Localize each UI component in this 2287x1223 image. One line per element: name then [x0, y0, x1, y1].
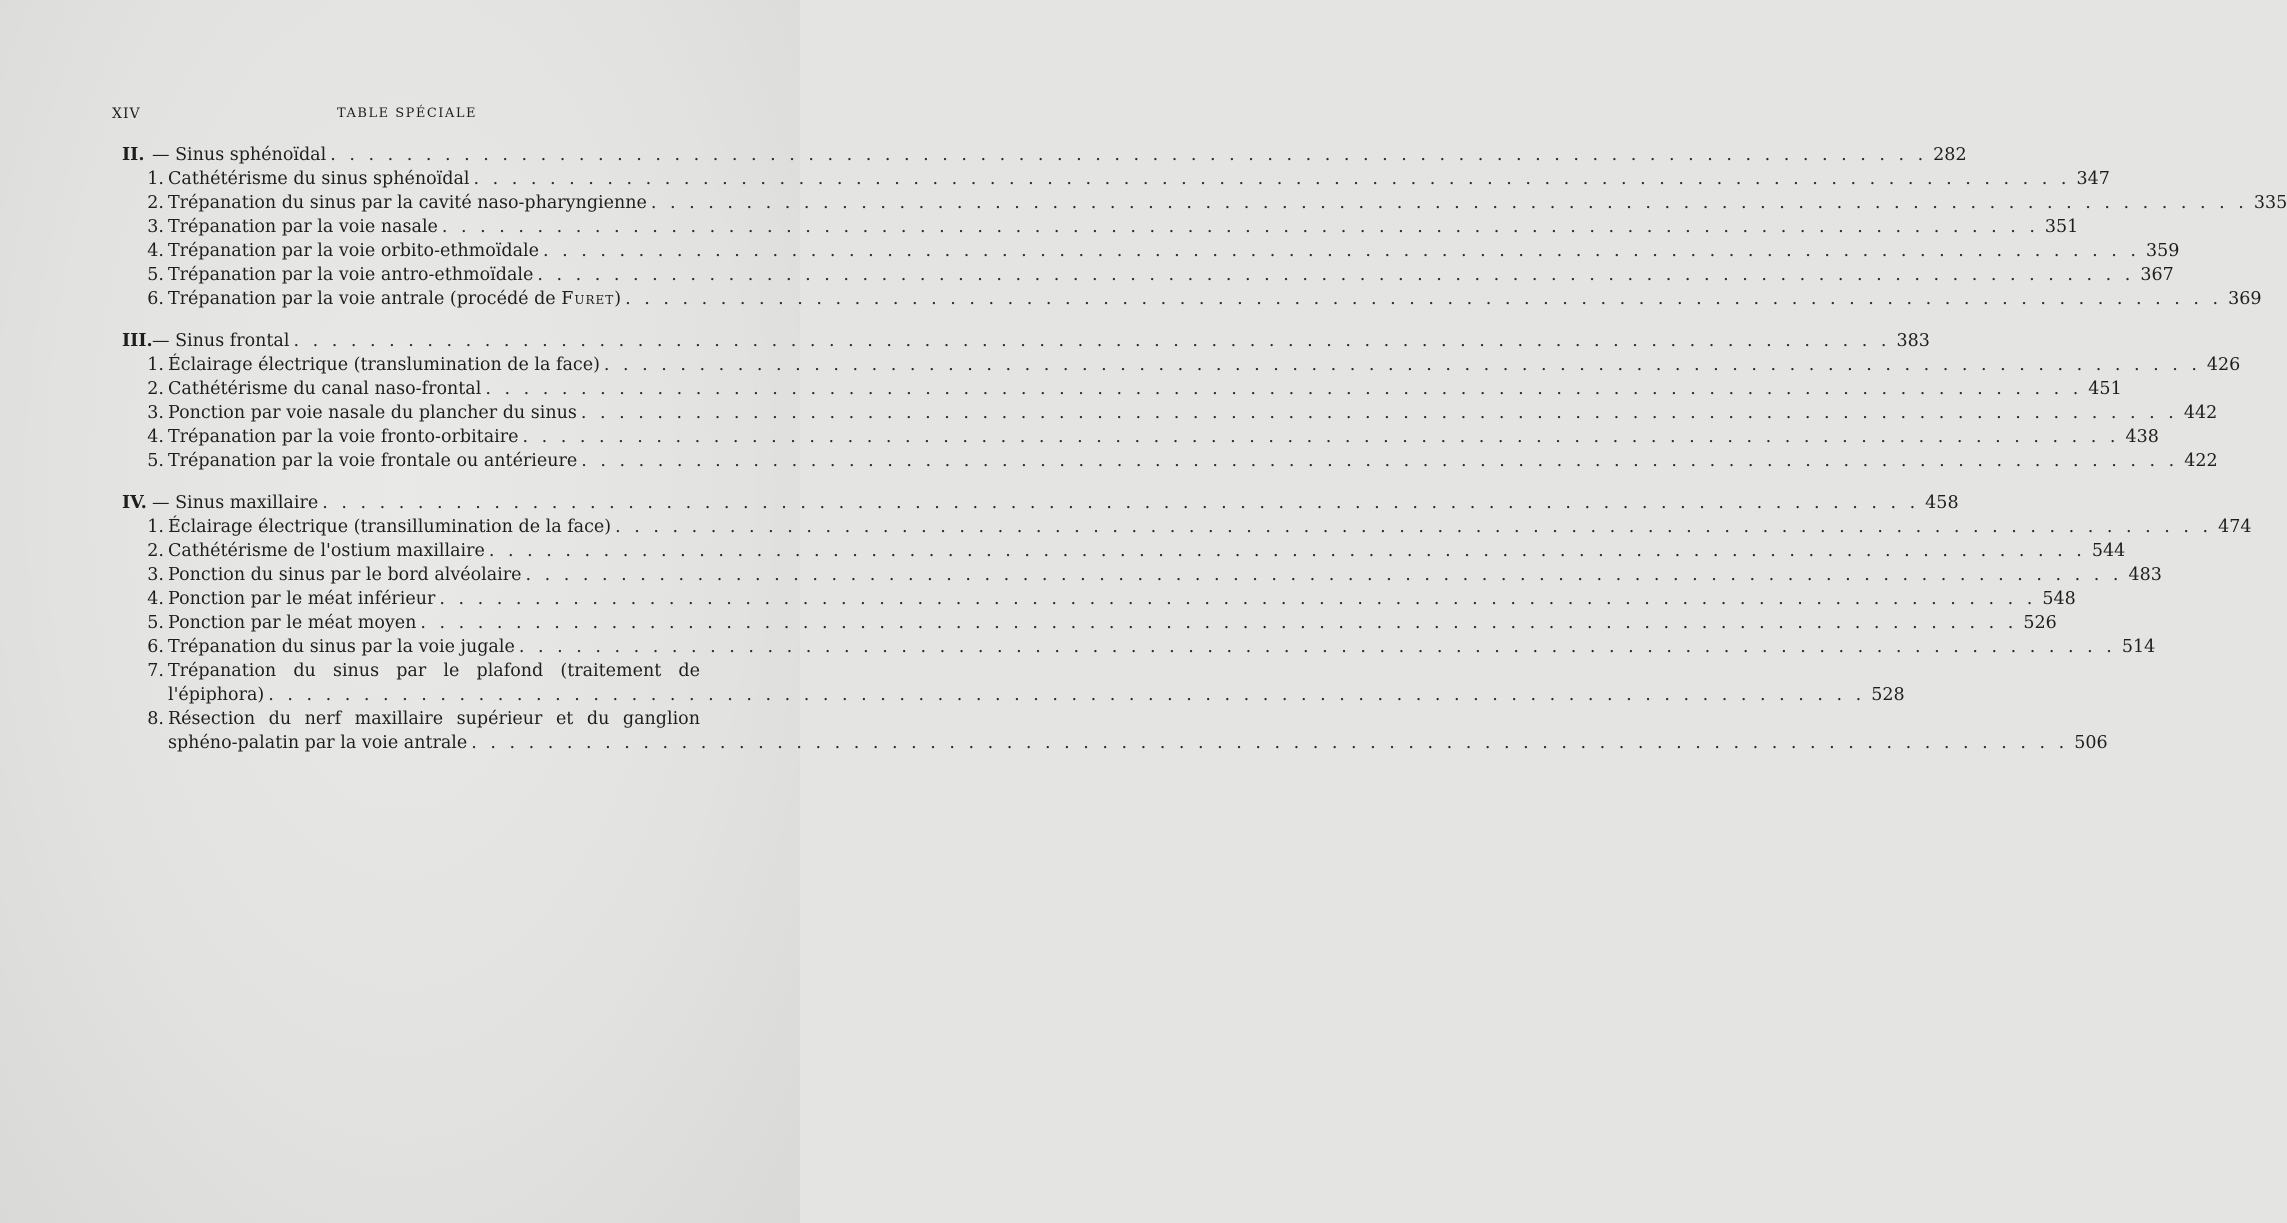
entry-number: 7. — [147, 661, 164, 681]
running-title: TABLE SPÉCIALE — [337, 106, 477, 121]
toc-entry — [122, 263, 2174, 287]
entry-label: Trépanation par la voie antro-ethmoïdale — [168, 265, 534, 285]
entry-number: 6. — [147, 289, 164, 309]
leader-dots — [318, 491, 1925, 515]
section-numeral: III. — [122, 331, 153, 351]
toc-entry — [122, 635, 2156, 659]
entry-number: 1. — [147, 169, 164, 189]
section-page: 458 — [1925, 493, 1959, 513]
entry-page: 514 — [2121, 637, 2156, 657]
entry-label: Trépanation par la voie fronto-orbitaire — [168, 427, 519, 447]
entry-page: 422 — [2184, 451, 2218, 471]
entry-page: 451 — [2088, 379, 2122, 399]
leader-dots — [518, 425, 2125, 449]
entry-page: 442 — [2183, 403, 2218, 423]
entry-page: 351 — [2044, 217, 2079, 237]
entry-page: 438 — [2125, 427, 2159, 447]
section-heading — [122, 329, 1930, 353]
leader-dots — [326, 143, 1933, 167]
leader-dots — [467, 731, 2074, 755]
toc-entry — [122, 449, 2218, 473]
toc-entry — [122, 191, 2287, 215]
toc-entry-continuation — [122, 683, 1905, 707]
entry-label: Trépanation du sinus par le plafond (traitement de — [168, 661, 700, 681]
section-sinus-maxillaire — [122, 491, 2252, 755]
entry-label-text: Trépanation par la voie antrale (procédé de — [168, 289, 562, 309]
toc-entry — [122, 167, 2110, 191]
entry-number: 5. — [147, 265, 164, 285]
toc-entry — [122, 611, 2057, 635]
entry-page: 544 — [2091, 541, 2126, 561]
section-page: 282 — [1933, 145, 1967, 165]
entry-page: 483 — [2128, 565, 2162, 585]
entry-label — [168, 287, 621, 311]
entry-number: 8. — [147, 709, 164, 729]
entry-number: 2. — [147, 541, 164, 561]
leader-dots — [515, 635, 2122, 659]
leader-dots — [521, 563, 2128, 587]
section-sinus-sphenoidal — [122, 143, 2287, 311]
entry-label: Ponction par le méat moyen — [168, 613, 417, 633]
leader-dots — [481, 377, 2088, 401]
entry-label: Ponction du sinus par le bord alvéolaire — [168, 565, 522, 585]
entry-number: 2. — [147, 193, 164, 213]
author-name: Furet — [561, 289, 615, 309]
toc-entry — [122, 707, 700, 731]
toc-entry — [122, 239, 2180, 263]
section-heading — [122, 143, 1967, 167]
table-of-contents — [122, 143, 2287, 773]
entry-label: Trépanation par la voie frontale ou antérieure — [168, 451, 578, 471]
entry-label: Cathétérisme de l'ostium maxillaire — [168, 541, 485, 561]
entry-page: 548 — [2042, 589, 2076, 609]
entry-label: Cathétérisme du sinus sphénoïdal — [168, 169, 470, 189]
leader-dots — [647, 191, 2254, 215]
leader-dots — [438, 215, 2045, 239]
entry-page: 347 — [2076, 169, 2110, 189]
toc-entry — [122, 425, 2159, 449]
toc-entry-continuation — [122, 731, 2108, 755]
leader-dots — [485, 539, 2092, 563]
entry-number: 2. — [147, 379, 164, 399]
running-head — [112, 106, 702, 130]
entry-page: 369 — [2228, 289, 2262, 309]
entry-number: 3. — [147, 565, 164, 585]
leader-dots — [416, 611, 2023, 635]
toc-entry — [122, 563, 2162, 587]
entry-page: 474 — [2218, 517, 2252, 537]
entry-label-continuation: l'épiphora) — [168, 685, 265, 705]
toc-entry — [122, 587, 2076, 611]
leader-dots — [264, 683, 1871, 707]
entry-number: 3. — [147, 217, 164, 237]
leader-dots — [435, 587, 2042, 611]
toc-entry — [122, 539, 2126, 563]
entry-label: Cathétérisme du canal naso-frontal — [168, 379, 482, 399]
entry-page: 506 — [2074, 733, 2108, 753]
entry-label: Trépanation par la voie orbito-ethmoïdale — [168, 241, 539, 261]
leader-dots — [539, 239, 2146, 263]
entry-number: 3. — [147, 403, 164, 423]
entry-number: 1. — [147, 517, 164, 537]
section-heading — [122, 491, 1959, 515]
section-title: — Sinus maxillaire — [152, 493, 319, 513]
toc-entry — [122, 377, 2122, 401]
entry-label: Trépanation du sinus par la voie jugale — [168, 637, 515, 657]
entry-number: 5. — [147, 613, 164, 633]
leader-dots — [611, 515, 2218, 539]
entry-number: 4. — [147, 241, 164, 261]
leader-dots — [469, 167, 2076, 191]
entry-number: 6. — [147, 637, 164, 657]
page-number: XIV — [112, 106, 141, 122]
toc-entry — [122, 287, 2262, 311]
entry-label: Ponction par voie nasale du plancher du sinus — [168, 403, 577, 423]
entry-page: 526 — [2023, 613, 2057, 633]
toc-entry — [122, 401, 2218, 425]
entry-label: Trépanation par la voie nasale — [168, 217, 438, 237]
section-sinus-frontal — [122, 329, 2241, 473]
entry-label: Éclairage électrique (translumination de la face) — [168, 355, 600, 375]
entry-number: 4. — [147, 427, 164, 447]
entry-page: 528 — [1871, 685, 1905, 705]
toc-entry — [122, 515, 2252, 539]
entry-page: 367 — [2140, 265, 2174, 285]
leader-dots — [577, 449, 2184, 473]
entry-label-end: ) — [614, 289, 622, 309]
entry-label: Ponction par le méat inférieur — [168, 589, 436, 609]
entry-page: 426 — [2206, 355, 2241, 375]
section-page: 383 — [1896, 331, 1930, 351]
entry-number: 1. — [147, 355, 164, 375]
leader-dots — [577, 401, 2184, 425]
leader-dots — [600, 353, 2207, 377]
entry-label: Trépanation du sinus par la cavité naso-pharyngienne — [168, 193, 647, 213]
entry-page: 335 — [2253, 193, 2287, 213]
entry-number: 4. — [147, 589, 164, 609]
section-title: — Sinus sphénoïdal — [152, 145, 327, 165]
leader-dots — [289, 329, 1896, 353]
entry-label-continuation: sphéno-palatin par la voie antrale — [168, 733, 468, 753]
entry-page: 359 — [2145, 241, 2180, 261]
leader-dots — [621, 287, 2228, 311]
leader-dots — [533, 263, 2140, 287]
section-numeral: II. — [122, 145, 145, 165]
entry-label: Éclairage électrique (transillumination de la face) — [168, 517, 612, 537]
toc-entry — [122, 215, 2079, 239]
section-numeral: IV. — [122, 493, 147, 513]
entry-label: Résection du nerf maxillaire supérieur et du ganglion — [168, 709, 700, 729]
toc-entry — [122, 353, 2241, 377]
section-title: — Sinus frontal — [152, 331, 290, 351]
entry-number: 5. — [147, 451, 164, 471]
toc-entry — [122, 659, 700, 683]
